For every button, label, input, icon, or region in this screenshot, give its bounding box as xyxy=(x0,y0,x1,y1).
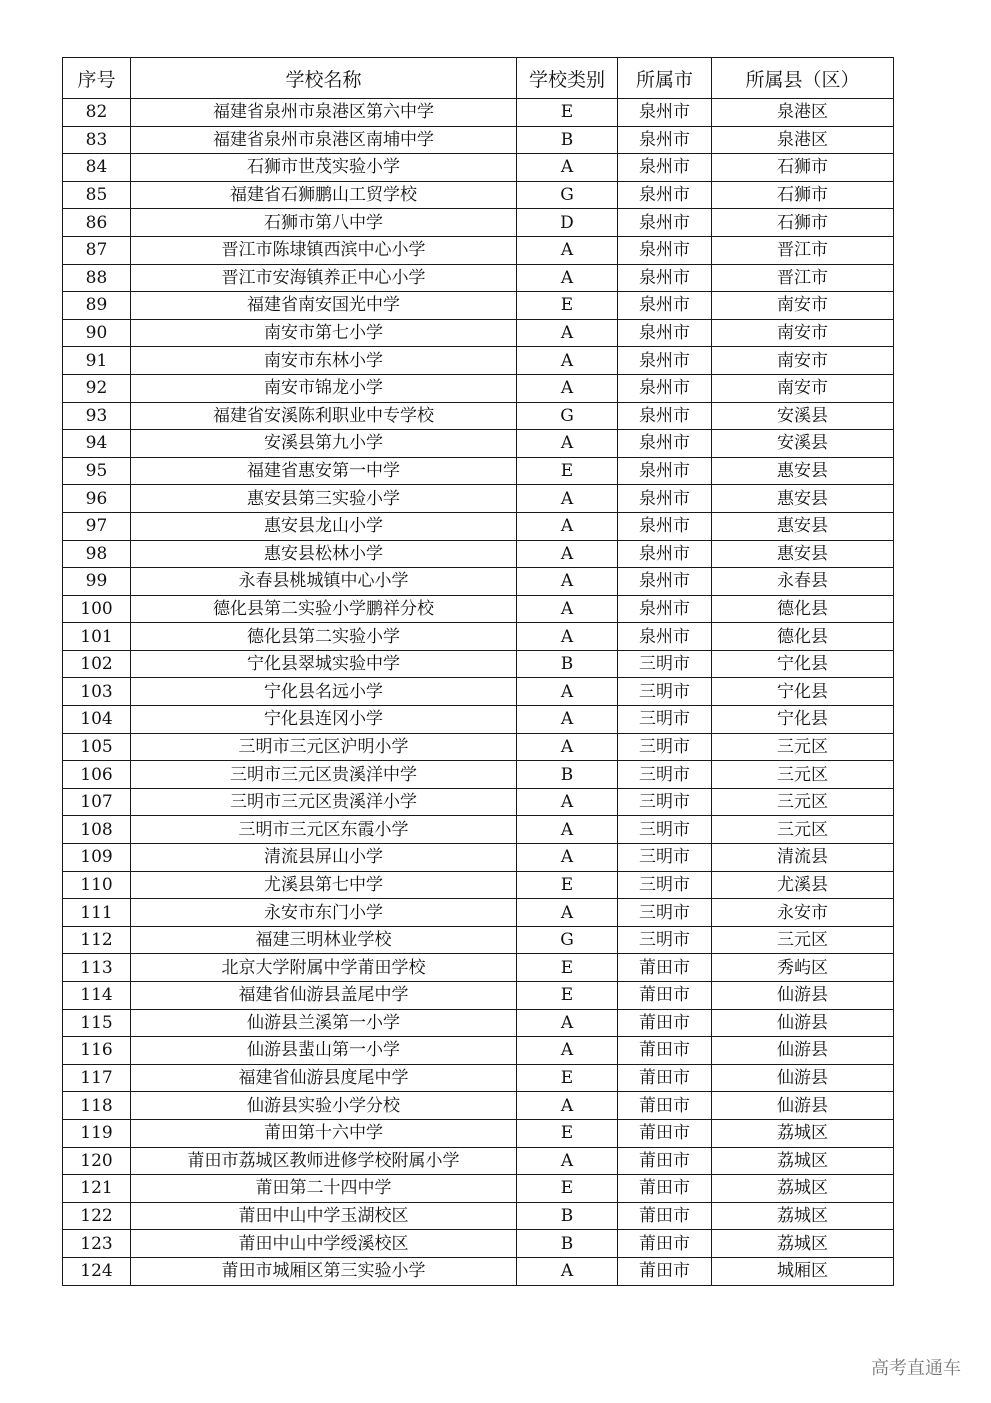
cell-school-name: 仙游县兰溪第一小学 xyxy=(131,1009,517,1037)
table-row xyxy=(63,1175,894,1203)
cell-school-name: 莆田市荔城区教师进修学校附属小学 xyxy=(131,1147,517,1175)
cell-city: 泉州市 xyxy=(618,99,712,127)
cell-county: 仙游县 xyxy=(712,1064,894,1092)
cell-school-type: A xyxy=(517,733,618,761)
table-row xyxy=(63,761,894,789)
cell-school-type: A xyxy=(517,1009,618,1037)
table-row xyxy=(63,485,894,513)
table-row xyxy=(63,402,894,430)
cell-school-name: 北京大学附属中学莆田学校 xyxy=(131,954,517,982)
cell-county: 三元区 xyxy=(712,761,894,789)
table-row xyxy=(63,650,894,678)
cell-serial-number: 82 xyxy=(63,99,131,127)
cell-school-name: 惠安县龙山小学 xyxy=(131,512,517,540)
cell-county: 仙游县 xyxy=(712,1037,894,1065)
cell-school-type: A xyxy=(517,1257,618,1285)
table-row xyxy=(63,954,894,982)
cell-school-type: A xyxy=(517,623,618,651)
cell-school-type: E xyxy=(517,99,618,127)
cell-school-type: A xyxy=(517,595,618,623)
cell-county: 荔城区 xyxy=(712,1119,894,1147)
cell-city: 莆田市 xyxy=(618,1009,712,1037)
cell-county: 德化县 xyxy=(712,623,894,651)
cell-county: 三元区 xyxy=(712,733,894,761)
cell-serial-number: 99 xyxy=(63,568,131,596)
cell-city: 泉州市 xyxy=(618,181,712,209)
cell-serial-number: 87 xyxy=(63,236,131,264)
cell-county: 三元区 xyxy=(712,926,894,954)
cell-serial-number: 92 xyxy=(63,374,131,402)
cell-county: 南安市 xyxy=(712,319,894,347)
cell-school-type: A xyxy=(517,899,618,927)
cell-county: 永春县 xyxy=(712,568,894,596)
cell-school-type: D xyxy=(517,209,618,237)
cell-county: 石狮市 xyxy=(712,209,894,237)
cell-school-type: A xyxy=(517,678,618,706)
table-row xyxy=(63,126,894,154)
cell-school-type: A xyxy=(517,844,618,872)
cell-county: 宁化县 xyxy=(712,678,894,706)
table-row xyxy=(63,926,894,954)
cell-county: 荔城区 xyxy=(712,1175,894,1203)
cell-city: 三明市 xyxy=(618,678,712,706)
cell-city: 三明市 xyxy=(618,788,712,816)
cell-city: 莆田市 xyxy=(618,1230,712,1258)
cell-serial-number: 104 xyxy=(63,706,131,734)
cell-serial-number: 120 xyxy=(63,1147,131,1175)
table-body xyxy=(63,99,894,1286)
cell-serial-number: 100 xyxy=(63,595,131,623)
cell-school-name: 安溪县第九小学 xyxy=(131,430,517,458)
cell-school-type: B xyxy=(517,1202,618,1230)
cell-serial-number: 91 xyxy=(63,347,131,375)
cell-county: 泉港区 xyxy=(712,99,894,127)
cell-county: 荔城区 xyxy=(712,1202,894,1230)
cell-county: 惠安县 xyxy=(712,512,894,540)
cell-school-type: E xyxy=(517,982,618,1010)
cell-school-name: 莆田第十六中学 xyxy=(131,1119,517,1147)
table-row xyxy=(63,99,894,127)
cell-county: 仙游县 xyxy=(712,1009,894,1037)
cell-school-type: E xyxy=(517,292,618,320)
table-row xyxy=(63,430,894,458)
cell-school-type: A xyxy=(517,485,618,513)
cell-school-name: 莆田中山中学玉湖校区 xyxy=(131,1202,517,1230)
cell-school-name: 莆田中山中学绶溪校区 xyxy=(131,1230,517,1258)
cell-school-name: 三明市三元区贵溪洋小学 xyxy=(131,788,517,816)
cell-city: 泉州市 xyxy=(618,292,712,320)
cell-school-type: E xyxy=(517,1175,618,1203)
cell-county: 安溪县 xyxy=(712,430,894,458)
cell-county: 清流县 xyxy=(712,844,894,872)
cell-city: 三明市 xyxy=(618,733,712,761)
table-row xyxy=(63,1202,894,1230)
cell-school-type: A xyxy=(517,347,618,375)
table-row xyxy=(63,816,894,844)
cell-serial-number: 119 xyxy=(63,1119,131,1147)
header-city: 所属市 xyxy=(618,58,712,99)
table-row xyxy=(63,154,894,182)
cell-city: 泉州市 xyxy=(618,347,712,375)
cell-serial-number: 124 xyxy=(63,1257,131,1285)
table-row xyxy=(63,457,894,485)
cell-serial-number: 108 xyxy=(63,816,131,844)
cell-school-name: 尤溪县第七中学 xyxy=(131,871,517,899)
cell-school-name: 德化县第二实验小学鹏祥分校 xyxy=(131,595,517,623)
cell-school-type: A xyxy=(517,236,618,264)
cell-serial-number: 101 xyxy=(63,623,131,651)
table-row xyxy=(63,1037,894,1065)
cell-school-type: E xyxy=(517,457,618,485)
cell-city: 泉州市 xyxy=(618,430,712,458)
cell-school-name: 莆田第二十四中学 xyxy=(131,1175,517,1203)
table-row xyxy=(63,374,894,402)
cell-serial-number: 97 xyxy=(63,512,131,540)
cell-county: 惠安县 xyxy=(712,457,894,485)
cell-city: 莆田市 xyxy=(618,1064,712,1092)
cell-county: 三元区 xyxy=(712,788,894,816)
cell-school-name: 莆田市城厢区第三实验小学 xyxy=(131,1257,517,1285)
cell-serial-number: 88 xyxy=(63,264,131,292)
cell-county: 尤溪县 xyxy=(712,871,894,899)
cell-school-name: 南安市东林小学 xyxy=(131,347,517,375)
cell-school-type: B xyxy=(517,650,618,678)
table-row xyxy=(63,623,894,651)
cell-school-type: B xyxy=(517,126,618,154)
cell-school-type: A xyxy=(517,430,618,458)
cell-serial-number: 90 xyxy=(63,319,131,347)
cell-serial-number: 106 xyxy=(63,761,131,789)
cell-county: 永安市 xyxy=(712,899,894,927)
cell-city: 泉州市 xyxy=(618,568,712,596)
cell-county: 荔城区 xyxy=(712,1147,894,1175)
cell-city: 三明市 xyxy=(618,650,712,678)
cell-school-type: A xyxy=(517,1147,618,1175)
table-row xyxy=(63,982,894,1010)
cell-city: 莆田市 xyxy=(618,982,712,1010)
table-row xyxy=(63,1147,894,1175)
header-serial-number: 序号 xyxy=(63,58,131,99)
cell-county: 南安市 xyxy=(712,292,894,320)
cell-city: 三明市 xyxy=(618,761,712,789)
cell-school-type: E xyxy=(517,871,618,899)
cell-school-type: A xyxy=(517,568,618,596)
cell-county: 宁化县 xyxy=(712,650,894,678)
cell-school-name: 石狮市世茂实验小学 xyxy=(131,154,517,182)
table-row xyxy=(63,788,894,816)
cell-city: 泉州市 xyxy=(618,236,712,264)
cell-county: 仙游县 xyxy=(712,1092,894,1120)
cell-city: 泉州市 xyxy=(618,485,712,513)
table-row xyxy=(63,292,894,320)
cell-serial-number: 121 xyxy=(63,1175,131,1203)
cell-school-type: G xyxy=(517,926,618,954)
cell-city: 泉州市 xyxy=(618,512,712,540)
table-row xyxy=(63,568,894,596)
cell-serial-number: 95 xyxy=(63,457,131,485)
cell-school-type: A xyxy=(517,1092,618,1120)
cell-school-type: A xyxy=(517,788,618,816)
cell-school-name: 福建省仙游县盖尾中学 xyxy=(131,982,517,1010)
cell-school-name: 福建三明林业学校 xyxy=(131,926,517,954)
cell-school-name: 永春县桃城镇中心小学 xyxy=(131,568,517,596)
cell-school-name: 宁化县名远小学 xyxy=(131,678,517,706)
cell-school-name: 惠安县第三实验小学 xyxy=(131,485,517,513)
cell-school-type: E xyxy=(517,1119,618,1147)
cell-school-type: E xyxy=(517,1064,618,1092)
cell-city: 莆田市 xyxy=(618,1147,712,1175)
cell-serial-number: 116 xyxy=(63,1037,131,1065)
cell-school-type: A xyxy=(517,264,618,292)
cell-school-type: G xyxy=(517,402,618,430)
cell-serial-number: 111 xyxy=(63,899,131,927)
cell-city: 莆田市 xyxy=(618,1119,712,1147)
cell-serial-number: 115 xyxy=(63,1009,131,1037)
cell-city: 三明市 xyxy=(618,926,712,954)
cell-serial-number: 83 xyxy=(63,126,131,154)
cell-city: 泉州市 xyxy=(618,154,712,182)
cell-county: 晋江市 xyxy=(712,264,894,292)
cell-county: 秀屿区 xyxy=(712,954,894,982)
header-school-type: 学校类别 xyxy=(517,58,618,99)
cell-school-name: 仙游县实验小学分校 xyxy=(131,1092,517,1120)
cell-school-type: A xyxy=(517,1037,618,1065)
cell-school-name: 宁化县连冈小学 xyxy=(131,706,517,734)
cell-serial-number: 93 xyxy=(63,402,131,430)
cell-serial-number: 123 xyxy=(63,1230,131,1258)
cell-serial-number: 117 xyxy=(63,1064,131,1092)
cell-city: 泉州市 xyxy=(618,126,712,154)
table-header xyxy=(63,58,894,99)
cell-serial-number: 103 xyxy=(63,678,131,706)
cell-school-type: A xyxy=(517,816,618,844)
cell-city: 三明市 xyxy=(618,899,712,927)
table-row xyxy=(63,1257,894,1285)
cell-city: 泉州市 xyxy=(618,457,712,485)
table-row xyxy=(63,1092,894,1120)
table-row xyxy=(63,264,894,292)
cell-school-name: 南安市第七小学 xyxy=(131,319,517,347)
cell-county: 仙游县 xyxy=(712,982,894,1010)
cell-serial-number: 112 xyxy=(63,926,131,954)
cell-city: 泉州市 xyxy=(618,623,712,651)
cell-city: 三明市 xyxy=(618,706,712,734)
cell-serial-number: 109 xyxy=(63,844,131,872)
cell-county: 泉港区 xyxy=(712,126,894,154)
cell-school-type: A xyxy=(517,319,618,347)
table-row xyxy=(63,512,894,540)
cell-school-type: A xyxy=(517,540,618,568)
cell-county: 城厢区 xyxy=(712,1257,894,1285)
table-row xyxy=(63,844,894,872)
cell-serial-number: 122 xyxy=(63,1202,131,1230)
cell-serial-number: 86 xyxy=(63,209,131,237)
cell-school-type: A xyxy=(517,512,618,540)
cell-city: 泉州市 xyxy=(618,540,712,568)
cell-serial-number: 110 xyxy=(63,871,131,899)
school-list-table xyxy=(62,57,894,1286)
table-row xyxy=(63,899,894,927)
cell-city: 三明市 xyxy=(618,871,712,899)
cell-school-type: A xyxy=(517,154,618,182)
cell-county: 石狮市 xyxy=(712,154,894,182)
cell-school-type: E xyxy=(517,954,618,982)
cell-school-name: 福建省仙游县度尾中学 xyxy=(131,1064,517,1092)
cell-school-name: 福建省南安国光中学 xyxy=(131,292,517,320)
cell-city: 泉州市 xyxy=(618,319,712,347)
cell-school-type: B xyxy=(517,1230,618,1258)
cell-school-name: 清流县屏山小学 xyxy=(131,844,517,872)
cell-county: 三元区 xyxy=(712,816,894,844)
header-row xyxy=(63,58,894,99)
cell-school-name: 惠安县松林小学 xyxy=(131,540,517,568)
cell-school-name: 福建省石狮鹏山工贸学校 xyxy=(131,181,517,209)
cell-school-name: 宁化县翠城实验中学 xyxy=(131,650,517,678)
cell-city: 泉州市 xyxy=(618,402,712,430)
table-row xyxy=(63,181,894,209)
table-row xyxy=(63,1064,894,1092)
cell-county: 德化县 xyxy=(712,595,894,623)
cell-serial-number: 105 xyxy=(63,733,131,761)
table-row xyxy=(63,733,894,761)
cell-school-name: 德化县第二实验小学 xyxy=(131,623,517,651)
cell-serial-number: 96 xyxy=(63,485,131,513)
cell-serial-number: 114 xyxy=(63,982,131,1010)
table-row xyxy=(63,706,894,734)
cell-county: 宁化县 xyxy=(712,706,894,734)
cell-city: 泉州市 xyxy=(618,374,712,402)
cell-city: 泉州市 xyxy=(618,209,712,237)
cell-school-name: 三明市三元区沪明小学 xyxy=(131,733,517,761)
cell-school-name: 福建省泉州市泉港区南埔中学 xyxy=(131,126,517,154)
cell-school-type: A xyxy=(517,706,618,734)
table-row xyxy=(63,540,894,568)
table-row xyxy=(63,1009,894,1037)
table-row xyxy=(63,595,894,623)
cell-city: 三明市 xyxy=(618,816,712,844)
cell-serial-number: 84 xyxy=(63,154,131,182)
cell-city: 莆田市 xyxy=(618,1175,712,1203)
cell-serial-number: 102 xyxy=(63,650,131,678)
cell-school-name: 三明市三元区贵溪洋中学 xyxy=(131,761,517,789)
cell-school-name: 福建省安溪陈利职业中专学校 xyxy=(131,402,517,430)
cell-school-name: 三明市三元区东霞小学 xyxy=(131,816,517,844)
cell-school-type: G xyxy=(517,181,618,209)
table-row xyxy=(63,1119,894,1147)
cell-school-name: 永安市东门小学 xyxy=(131,899,517,927)
cell-city: 莆田市 xyxy=(618,954,712,982)
cell-city: 泉州市 xyxy=(618,595,712,623)
cell-city: 莆田市 xyxy=(618,1202,712,1230)
cell-county: 石狮市 xyxy=(712,181,894,209)
cell-county: 晋江市 xyxy=(712,236,894,264)
cell-serial-number: 113 xyxy=(63,954,131,982)
cell-county: 南安市 xyxy=(712,374,894,402)
table-row xyxy=(63,236,894,264)
cell-county: 南安市 xyxy=(712,347,894,375)
cell-city: 泉州市 xyxy=(618,264,712,292)
header-school-name: 学校名称 xyxy=(131,58,517,99)
cell-school-name: 仙游县蜚山第一小学 xyxy=(131,1037,517,1065)
cell-serial-number: 89 xyxy=(63,292,131,320)
cell-school-name: 石狮市第八中学 xyxy=(131,209,517,237)
table-row xyxy=(63,209,894,237)
table-row xyxy=(63,347,894,375)
watermark-text: 高考直通车 xyxy=(871,1358,961,1379)
cell-serial-number: 98 xyxy=(63,540,131,568)
cell-county: 安溪县 xyxy=(712,402,894,430)
cell-school-name: 福建省惠安第一中学 xyxy=(131,457,517,485)
cell-school-type: A xyxy=(517,374,618,402)
header-county: 所属县（区） xyxy=(712,58,894,99)
table-row xyxy=(63,871,894,899)
cell-school-type: B xyxy=(517,761,618,789)
cell-school-name: 晋江市安海镇养正中心小学 xyxy=(131,264,517,292)
table-row xyxy=(63,1230,894,1258)
cell-city: 莆田市 xyxy=(618,1257,712,1285)
table-row xyxy=(63,319,894,347)
table-row xyxy=(63,678,894,706)
cell-serial-number: 118 xyxy=(63,1092,131,1120)
cell-city: 莆田市 xyxy=(618,1092,712,1120)
cell-city: 莆田市 xyxy=(618,1037,712,1065)
cell-city: 三明市 xyxy=(618,844,712,872)
cell-school-name: 晋江市陈埭镇西滨中心小学 xyxy=(131,236,517,264)
cell-serial-number: 107 xyxy=(63,788,131,816)
cell-serial-number: 94 xyxy=(63,430,131,458)
cell-county: 惠安县 xyxy=(712,540,894,568)
cell-county: 荔城区 xyxy=(712,1230,894,1258)
cell-county: 惠安县 xyxy=(712,485,894,513)
cell-school-name: 福建省泉州市泉港区第六中学 xyxy=(131,99,517,127)
cell-serial-number: 85 xyxy=(63,181,131,209)
cell-school-name: 南安市锦龙小学 xyxy=(131,374,517,402)
